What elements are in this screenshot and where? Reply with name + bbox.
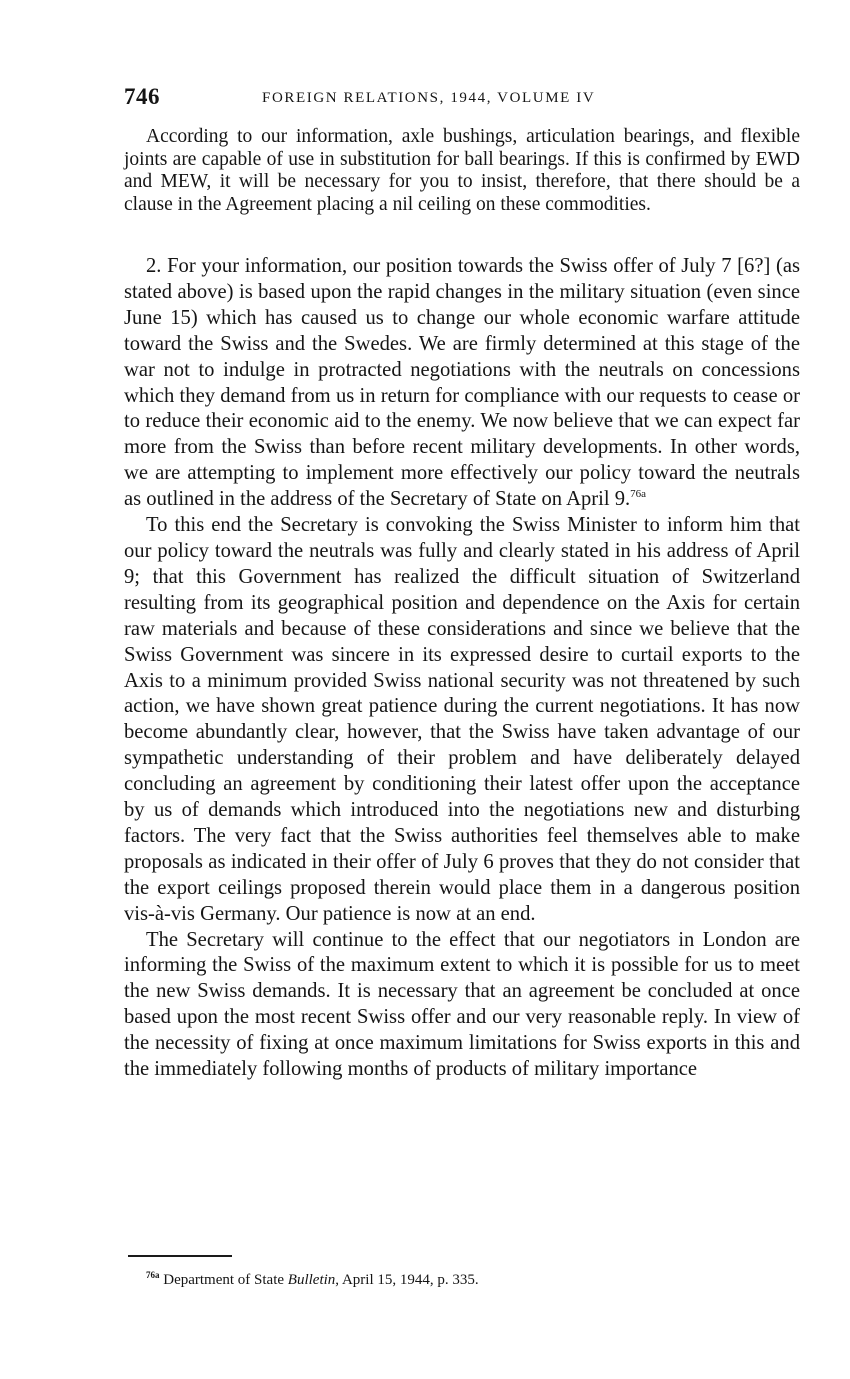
paragraph-position-on-swiss-offer xyxy=(124,254,800,513)
paragraph-secretary-convoking: To this end the Secretary is convoking the Swiss Minister to inform him that our policy toward the neutrals was fully and clearly stated in his address of April 9; that this Government has realized the difficult situation of Switzerland resulting from its geographical position and dependence on the Axis for certain raw materials and because of these considerations and since we believe that the Swiss Government was sincere in its expressed desire to curtail exports to the Axis to a minimum provided Swiss national security was not threatened by such action, we have shown great patience during the current negotiations. It has now become abundantly clear, however, that the Swiss have taken advantage of our sympathetic understanding of their problem and have deliberately delayed concluding an agreement by conditioning their latest offer upon the acceptance by us of demands which introduced into the negotiations new and disturbing factors. The very fact that the Swiss authorities feel themselves able to make proposals as indicated in their offer of July 6 proves that they do not consider that the export ceilings proposed therein would place them in a dangerous position vis-à-vis Germany. Our patience is now at an end. xyxy=(124,514,800,925)
footnote-publication-title: Bulletin xyxy=(287,1272,336,1288)
footnote-mark: 76a xyxy=(146,1270,160,1280)
paragraph-secretary-continue: The Secretary will continue to the effect that our negotiators in London are informing the Swiss of the maximum extent to which it is possible for us to meet the new Swiss demands. It is necessary that an agreement be concluded at once based upon the most recent Swiss offer and our very reasonable reply. In view of the necessity of fixing at once maximum limitations for Swiss exports in this and the immediately following months of products of military importance xyxy=(124,928,800,1081)
page-number: 746 xyxy=(124,84,160,109)
body-text xyxy=(124,254,800,1083)
footnote-divider xyxy=(128,1255,232,1257)
footnote-text-before: Department of State xyxy=(159,1272,288,1288)
footnote xyxy=(146,1270,796,1290)
footnote-reference: 76a xyxy=(630,488,647,501)
running-head: FOREIGN RELATIONS, 1944, VOLUME IV xyxy=(262,90,596,106)
footnote-text-after: , April 15, 1944, p. 335. xyxy=(335,1272,479,1288)
page-header xyxy=(124,84,800,114)
intro-paragraph: According to our information, axle bushings, articulation bearings, and flexible joints are capable of use in substitution for ball bearings. If this is confirmed by EWD and MEW, it will be necessary for you to insist, therefore, that there should be a clause in the Agreement placing a nil ceiling on these commodities. xyxy=(124,126,800,215)
paragraph-text: 2. For your information, our position towards the Swiss offer of July 7 [6?] (as stated above) is based upon the rapid changes in the military situation (even since June 15) which has caused us to change our whole economic warfare attitude toward the Swiss and the Swedes. We are firmly determined at this stage of the war not to indulge in protracted negotiations with the neutrals on concessions which they demand from us in return for compliance with our requests to cease or to reduce their economic aid to the enemy. We now believe that we can expect far more from the Swiss than before recent military developments. In other words, we are attempting to implement more effectively our policy toward the neutrals as outlined in the address of the Secretary of State on April 9. xyxy=(124,255,800,511)
